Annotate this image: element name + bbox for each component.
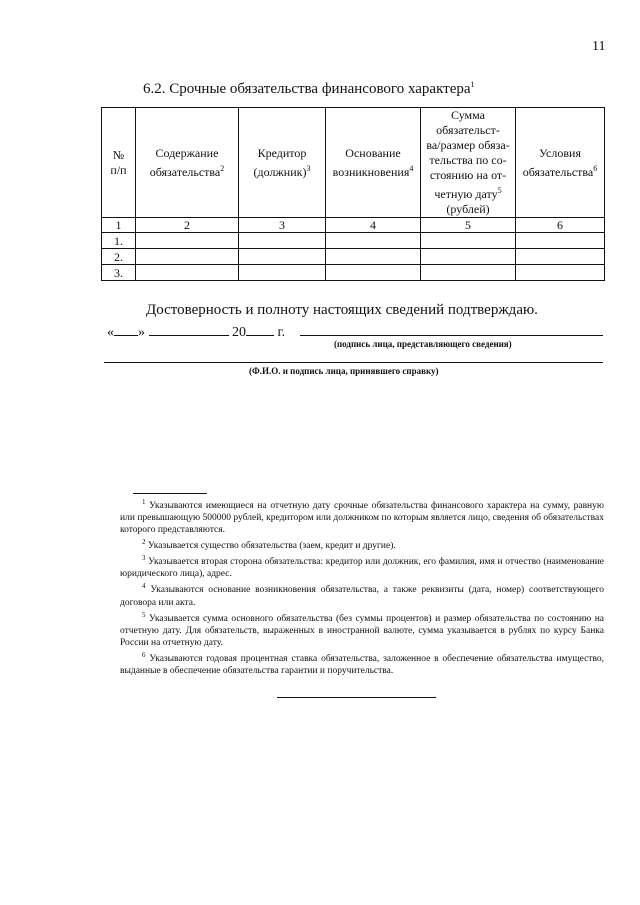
footnotes [120,496,604,677]
header-line: обязательства [522,164,594,179]
table-cell[interactable] [239,249,326,265]
fio-caption: (Ф.И.О. и подпись лица, принявшего справку) [249,366,439,376]
confirmation-text: Достоверность и полноту настоящих сведений подтверждаю. [146,302,538,318]
footnote-ref: 2 [220,163,225,173]
header-cell-creditor [239,108,326,218]
header-line: Основание [345,145,401,160]
footnote [120,552,604,580]
footnote-ref: 3 [306,163,311,173]
footnote-ref: 6 [142,650,146,659]
header-line: обязательства [149,164,221,179]
header-row [102,108,605,218]
table-cell[interactable] [326,233,421,249]
footnote-ref: 4 [142,582,146,591]
footnote [120,496,604,536]
table-cell[interactable] [421,249,516,265]
footnote-ref: 4 [409,163,414,173]
footnote [120,580,604,608]
footnote-ref: 5 [497,186,502,195]
table-cell[interactable] [239,233,326,249]
table-row [102,265,605,281]
year-field[interactable] [246,322,274,336]
fio-signature-line[interactable] [104,362,603,363]
header-line: Сумма [451,108,485,122]
header-line: ва/размер обяза- [426,138,510,152]
footnote-text: Указывается существо обязательства (заем, кредит и другие). [147,541,396,552]
table-cell[interactable] [136,233,239,249]
table-cell[interactable] [516,249,605,265]
row-number: 2. [102,249,136,265]
header-line: стоянию на от- [429,168,507,182]
table-cell[interactable] [421,265,516,281]
row-number: 1. [102,233,136,249]
table-cell[interactable] [421,233,516,249]
column-number: 5 [421,218,516,233]
signature-line[interactable] [300,335,603,336]
footnote-ref: 2 [142,538,146,547]
footnote-text: Указывается сумма основного обязательства (без суммы процентов) и размер обязательства по состоянию на отчетную дату. Для обязательств, выраженных в иностранной валюте, сумма указывается в рублях по курсу Банка России на отчетную дату. [120,613,605,648]
table-cell[interactable] [136,249,239,265]
signature-caption: (подпись лица, представляющего сведения) [334,339,512,349]
table-cell[interactable] [136,265,239,281]
footnote-text: Указывается вторая сторона обязательства: кредитор или должник, его фамилия, имя и отчество (наименование юридического лица), адрес. [120,557,605,580]
footnote-ref: 3 [142,554,146,563]
header-line: возникновения [332,164,410,179]
year-prefix: 20 [232,325,246,340]
table-cell[interactable] [326,265,421,281]
day-field[interactable] [114,322,138,336]
year-suffix: г. [277,325,286,340]
footnote-text: Указываются годовая процентная ставка обязательства, заложенное в обеспечение обязательства имущество, выданные в обеспечение обязательства гарантии и поручительства. [120,653,604,676]
header-cell-conditions [516,108,605,218]
obligations-table [101,107,605,281]
footnote-ref: 6 [593,163,598,173]
header-line: Условия [539,145,581,160]
header-cell-number [102,108,136,218]
header-line: Содержание [155,145,219,160]
header-line: (рублей) [446,202,490,216]
month-field[interactable] [149,322,229,336]
table-row [102,233,605,249]
page-number: 11 [592,39,606,54]
table-cell[interactable] [516,233,605,249]
column-number-row [102,218,605,233]
header-line: четную дату [434,187,498,201]
table-cell[interactable] [239,265,326,281]
header-line: тельства по со- [429,153,507,167]
column-number: 1 [102,218,136,233]
footnote-text: Указываются имеющиеся на отчетную дату срочные обязательства финансового характера на сумму, равную или превышающую 500000 рублей, кредитором или должником по которым является лицо, сведения об обязательствах которого представляются. [120,501,604,536]
footnote [120,649,604,677]
column-number: 3 [239,218,326,233]
header-line: № [112,147,125,162]
footnote [120,609,604,649]
row-number: 3. [102,265,136,281]
table-row [102,249,605,265]
section-title [143,80,475,98]
date-line [107,322,285,341]
header-line: (должник) [253,164,307,179]
column-number: 4 [326,218,421,233]
bottom-rule [277,697,436,698]
date-close-quote: » [138,325,145,340]
section-title-text: 6.2. Срочные обязательства финансового характера [143,81,471,97]
header-cell-basis [326,108,421,218]
footnote-ref: 5 [142,610,146,619]
column-number: 2 [136,218,239,233]
header-line: обязательст- [436,123,500,137]
header-line: п/п [110,162,127,177]
header-cell-content [136,108,239,218]
footnote-text: Указываются основание возникновения обязательства, а также реквизиты (дата, номер) соответствующего договора или акта. [120,585,604,608]
header-cell-amount [421,108,516,218]
column-number: 6 [516,218,605,233]
date-open-quote: « [107,325,114,340]
footnote-ref: 1 [470,80,475,89]
footnote [120,536,604,552]
table-cell[interactable] [516,265,605,281]
table-cell[interactable] [326,249,421,265]
header-line: Кредитор [257,145,307,160]
footnote-ref: 1 [142,498,146,506]
footnote-separator [133,493,207,494]
